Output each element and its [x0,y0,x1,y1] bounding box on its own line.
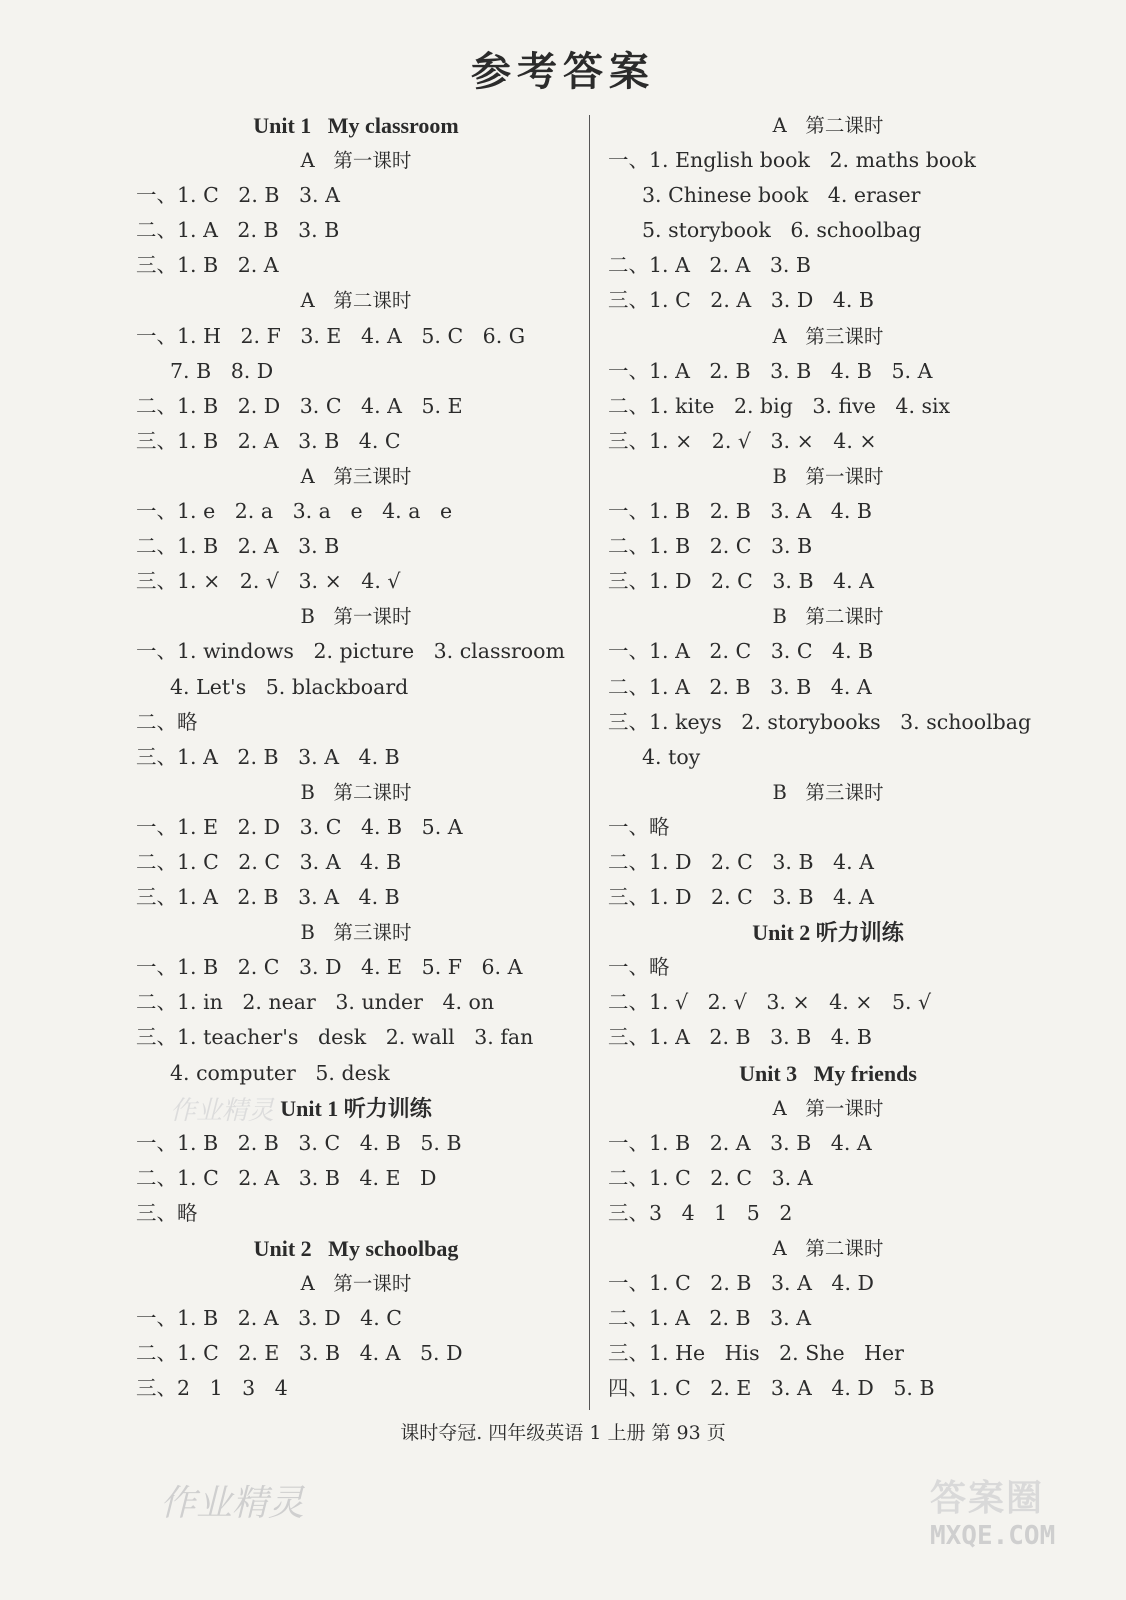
answer-line: 一、1. B 2. B 3. C 4. B 5. B [136,1130,462,1155]
unit-heading: Unit 1 听力训练 [280,1095,432,1121]
answer-line: 三、1. C 2. A 3. D 4. B [608,288,874,313]
column-divider [589,115,590,1410]
page-title: 参考答案 [471,48,655,95]
answer-line: 一、1. A 2. C 3. C 4. B [608,639,874,664]
answer-line: 一、1. C 2. B 3. A 4. D [608,1271,874,1296]
watermark-text: 作业精灵 [160,1483,305,1524]
site-logo [930,1470,1110,1580]
answer-line: 三、1. A 2. B 3. A 4. B [136,885,400,910]
answer-line: 二、1. A 2. B 3. B [136,218,340,243]
answer-line: 二、1. B 2. C 3. B [608,534,813,559]
answer-line: 二、1. kite 2. big 3. five 4. six [608,393,951,418]
answer-line: 三、1. He His 2. She Her [608,1341,904,1366]
answer-line: 二、1. C 2. A 3. B 4. E D [136,1165,437,1190]
logo-bottom-text: MXQE.COM [930,1521,1056,1551]
logo-top-text: 答案圈 [930,1478,1045,1519]
unit-heading: Unit 2 My schoolbag [253,1236,459,1261]
answer-line: 一、略 [608,955,670,980]
answer-line: 二、1. C 2. C 3. A [608,1165,813,1190]
lesson-heading: A 第二课时 [772,114,884,137]
lesson-heading: B 第一课时 [300,605,412,629]
lesson-heading: A 第二课时 [300,289,412,313]
unit-heading: Unit 2 听力训练 [752,920,904,946]
answer-line: 二、1. A 2. A 3. B [608,253,811,278]
answer-line: 二、1. C 2. E 3. B 4. A 5. D [136,1341,463,1366]
answer-line: 二、1. B 2. A 3. B [136,534,340,559]
lesson-heading: B 第一课时 [772,464,884,488]
lesson-heading: B 第三课时 [772,780,884,804]
unit-heading: Unit 3 My friends [739,1060,917,1086]
answer-line: 一、1. e 2. a 3. a e 4. a e [136,499,453,524]
lesson-heading: A 第一课时 [300,149,412,173]
answer-line: 一、略 [608,814,670,839]
answer-line: 一、1. B 2. A 3. D 4. C [136,1306,402,1331]
lesson-heading: A 第三课时 [300,464,412,488]
answer-line: 一、1. windows 2. picture 3. classroom [136,639,565,664]
answer-line: 三、1. B 2. A [136,253,279,278]
answer-line: 一、1. B 2. B 3. A 4. B [608,499,872,524]
answer-line: 一、1. H 2. F 3. E 4. A 5. C 6. G [136,323,526,348]
lesson-heading: B 第二课时 [300,780,412,804]
watermark-text-faint: 作业精灵 [170,1096,275,1126]
answer-line: 三、1. D 2. C 3. B 4. A [608,885,874,910]
answer-line-continued: 5. storybook 6. schoolbag [642,218,922,243]
answer-line-continued: 4. toy [642,744,701,769]
answer-line: 一、1. C 2. B 3. A [136,183,340,208]
right-column [608,108,1048,1406]
lesson-heading: A 第一课时 [300,1272,412,1296]
answer-line-continued: 3. Chinese book 4. eraser [642,183,921,208]
answer-line: 二、1. B 2. D 3. C 4. A 5. E [136,393,463,418]
answer-line: 二、略 [136,709,198,734]
lesson-heading: B 第三课时 [300,921,412,945]
answer-line: 四、1. C 2. E 3. A 4. D 5. B [608,1376,935,1401]
answer-line: 二、1. C 2. C 3. A 4. B [136,849,402,874]
answer-line: 二、1. √ 2. √ 3. × 4. × 5. √ [608,990,932,1015]
page-footer: 课时夺冠. 四年级英语 1 上册 第 93 页 [400,1422,726,1444]
left-column [136,108,576,1406]
lesson-heading: B 第二课时 [772,605,884,629]
answer-line: 三、1. keys 2. storybooks 3. schoolbag [608,709,1032,734]
answer-line: 三、1. × 2. √ 3. × 4. √ [136,569,401,594]
answer-line: 三、略 [136,1200,198,1225]
answer-line-continued: 4. Let's 5. blackboard [170,674,409,699]
answer-line-continued: 4. computer 5. desk [170,1060,390,1085]
answer-line: 一、1. English book 2. maths book [608,148,976,173]
answer-line: 一、1. A 2. B 3. B 4. B 5. A [608,358,933,383]
answer-line: 二、1. in 2. near 3. under 4. on [136,990,495,1015]
answer-line: 三、1. A 2. B 3. B 4. B [608,1025,872,1050]
lesson-heading: A 第一课时 [772,1096,884,1120]
answer-line-continued: 7. B 8. D [170,358,274,383]
answer-line: 一、1. E 2. D 3. C 4. B 5. A [136,814,463,839]
answer-line: 二、1. D 2. C 3. B 4. A [608,849,874,874]
answer-line: 一、1. B 2. A 3. B 4. A [608,1130,872,1155]
answer-line: 三、1. D 2. C 3. B 4. A [608,569,874,594]
answer-line: 一、1. B 2. C 3. D 4. E 5. F 6. A [136,955,523,980]
answer-line: 三、3 4 1 5 2 [608,1200,793,1225]
unit-heading: Unit 1 My classroom [253,113,459,138]
answer-line: 三、1. teacher's desk 2. wall 3. fan [136,1025,534,1050]
answer-line: 二、1. A 2. B 3. B 4. A [608,674,872,699]
answer-line: 三、1. × 2. √ 3. × 4. × [608,428,877,453]
answer-line: 三、1. B 2. A 3. B 4. C [136,428,401,453]
answer-line: 三、1. A 2. B 3. A 4. B [136,744,400,769]
answer-line: 三、2 1 3 4 [136,1376,288,1401]
answer-line: 二、1. A 2. B 3. A [608,1306,811,1331]
lesson-heading: A 第三课时 [772,324,884,348]
lesson-heading: A 第二课时 [772,1237,884,1260]
